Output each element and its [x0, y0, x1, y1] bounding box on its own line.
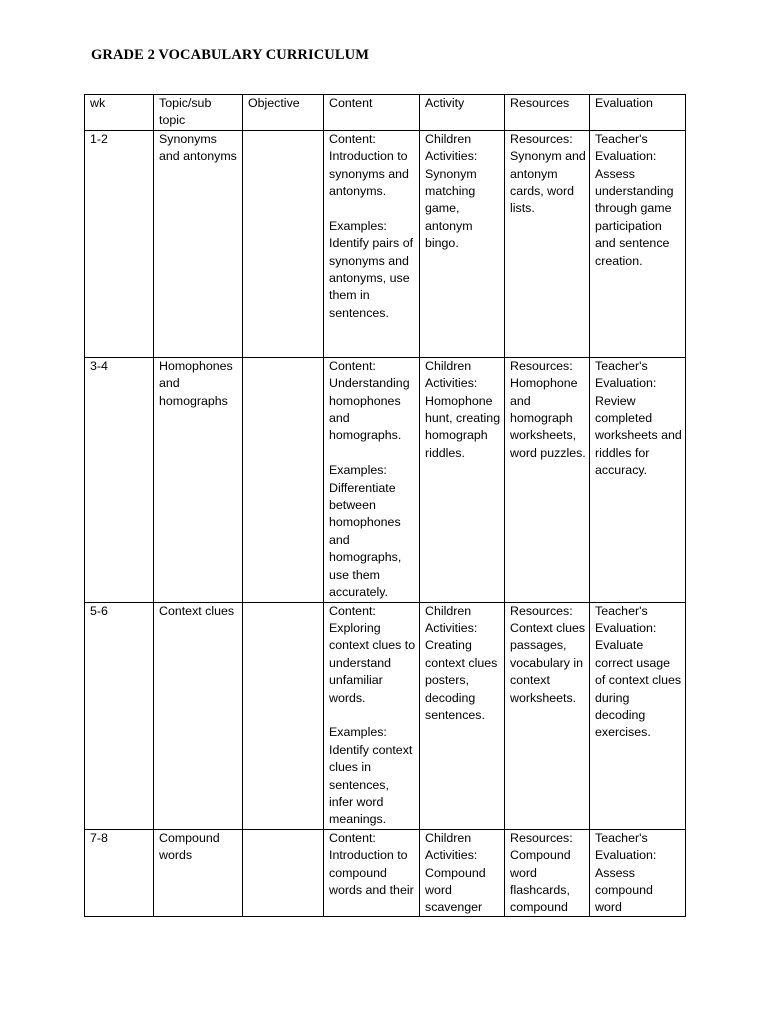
- cell-resources: Resources: Synonym and antonym cards, word lists.: [505, 130, 590, 357]
- header-topic: Topic/sub topic: [154, 95, 243, 131]
- cell-evaluation: Teacher's Evaluation: Evaluate correct usage of context clues during decoding exercises.: [590, 602, 686, 829]
- cell-objective: [243, 829, 324, 916]
- curriculum-table: [84, 94, 686, 917]
- cell-topic: Synonyms and antonyms: [154, 130, 243, 357]
- header-resources: Resources: [505, 95, 590, 131]
- header-evaluation: Evaluation: [590, 95, 686, 131]
- table-row: [85, 602, 686, 829]
- table-row: [85, 829, 686, 916]
- cell-week: 1-2: [85, 130, 154, 357]
- cell-content: [324, 829, 420, 916]
- cell-week: 5-6: [85, 602, 154, 829]
- cell-text: 7-8: [90, 830, 108, 845]
- header-content: Content: [324, 95, 420, 131]
- cell-week: [85, 829, 154, 916]
- cell-evaluation: Teacher's Evaluation: Review completed worksheets and riddles for accuracy.: [590, 357, 686, 602]
- cell-resources: [505, 829, 590, 916]
- cell-content: Content: Understanding homophones and homographs. Examples: Differentiate between homophones and homographs, use them accurately.: [324, 357, 420, 602]
- table-row: [85, 130, 686, 357]
- cell-activity: Children Activities: Homophone hunt, creating homograph riddles.: [420, 357, 505, 602]
- table-header-row: [85, 95, 686, 131]
- cell-objective: [243, 357, 324, 602]
- cell-text: Content: Introduction to compound words and their: [329, 830, 414, 897]
- cell-activity: [420, 829, 505, 916]
- header-activity: Activity: [420, 95, 505, 131]
- cell-topic: [154, 829, 243, 916]
- document-title: GRADE 2 VOCABULARY CURRICULUM: [91, 47, 370, 63]
- cell-objective: [243, 602, 324, 829]
- header-objective: Objective: [243, 95, 324, 131]
- cell-activity: Children Activities: Synonym matching game, antonym bingo.: [420, 130, 505, 357]
- cell-objective: [243, 130, 324, 357]
- cell-topic: Context clues: [154, 602, 243, 829]
- cell-activity: Children Activities: Creating context clues posters, decoding sentences.: [420, 602, 505, 829]
- cell-evaluation: Teacher's Evaluation: Assess understanding through game participation and sentence creation.: [590, 130, 686, 357]
- cell-text: Compound words: [159, 830, 224, 863]
- cell-text: Teacher's Evaluation: Assess compound word: [595, 830, 660, 915]
- cell-text: Resources: Compound word flashcards, compound: [510, 830, 577, 915]
- cell-resources: Resources: Context clues passages, vocabulary in context worksheets.: [505, 602, 590, 829]
- cell-text: Children Activities: Compound word scavenger: [425, 830, 490, 915]
- table-row: [85, 357, 686, 602]
- header-week: wk: [85, 95, 154, 131]
- cell-topic: Homophones and homographs: [154, 357, 243, 602]
- cell-week: 3-4: [85, 357, 154, 602]
- cell-content: Content: Exploring context clues to understand unfamiliar words. Examples: Identify context clues in sentences, infer word meanings.: [324, 602, 420, 829]
- cell-content: Content: Introduction to synonyms and antonyms. Examples: Identify pairs of synonyms and antonyms, use them in sentences.: [324, 130, 420, 357]
- cell-evaluation: [590, 829, 686, 916]
- cell-resources: Resources: Homophone and homograph worksheets, word puzzles.: [505, 357, 590, 602]
